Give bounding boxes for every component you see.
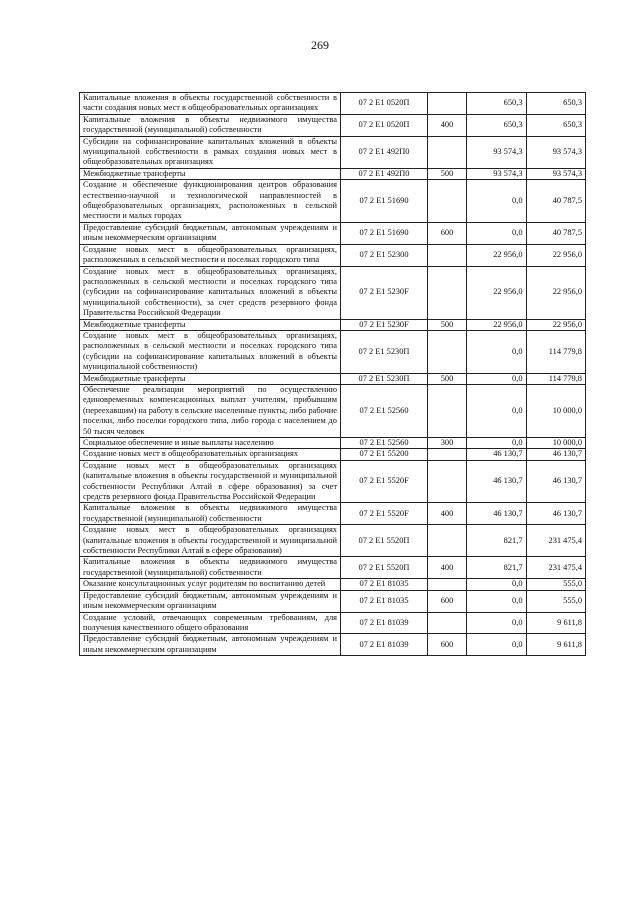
page-number: 269 (311, 38, 329, 52)
row-value-year2: 9 611,8 (526, 612, 586, 634)
table-row (80, 503, 586, 525)
row-name: Создание новых мест в общеобразовательных организациях, расположенных в сельской местности и поселках городского типа (80, 244, 341, 266)
row-code: 07 2 E1 81039 (341, 612, 428, 634)
row-value-year2: 46 130,7 (526, 449, 586, 460)
row-code: 07 2 E1 492П0 (341, 136, 428, 168)
row-value-year1: 93 574,3 (467, 136, 527, 168)
table-row (80, 319, 586, 330)
row-expense-type (428, 384, 467, 437)
row-name: Межбюджетные трансферты (80, 373, 341, 384)
row-code: 07 2 E1 5230F (341, 266, 428, 319)
row-code: 07 2 E1 5520П (341, 557, 428, 579)
row-name: Предоставление субсидий бюджетным, автономным учреждениям и иным некоммерческим организациям (80, 634, 341, 656)
row-code: 07 2 E1 0520П (341, 114, 428, 136)
row-expense-type: 300 (428, 438, 467, 449)
table-row (80, 634, 586, 656)
row-expense-type: 600 (428, 222, 467, 244)
row-code: 07 2 E1 52560 (341, 384, 428, 437)
table-row (80, 590, 586, 612)
row-value-year2: 650,3 (526, 93, 586, 115)
row-code: 07 2 E1 5230П (341, 373, 428, 384)
row-name: Создание новых мест в общеобразовательных организациях (80, 449, 341, 460)
row-name: Капитальные вложения в объекты государственной собственности в части создания новых мест в общеобразовательных организациях (80, 93, 341, 115)
table-row (80, 114, 586, 136)
table-row (80, 612, 586, 634)
row-expense-type: 600 (428, 590, 467, 612)
row-code: 07 2 E1 81035 (341, 590, 428, 612)
row-value-year2: 10 000,0 (526, 438, 586, 449)
row-name: Субсидии на софинансирование капитальных вложений в объекты муниципальной собственности в рамках создания новых мест в общеобразовательных организациях (80, 136, 341, 168)
row-code: 07 2 E1 81035 (341, 579, 428, 590)
budget-table-body (80, 93, 586, 656)
row-code: 07 2 E1 55200 (341, 449, 428, 460)
row-code: 07 2 E1 5230F (341, 319, 428, 330)
row-value-year2: 93 574,3 (526, 168, 586, 179)
row-value-year2: 22 956,0 (526, 244, 586, 266)
table-row (80, 525, 586, 557)
row-name: Социальное обеспечение и иные выплаты населению (80, 438, 341, 449)
table-row (80, 449, 586, 460)
row-name: Создание и обеспечение функционирования центров образования естественно-научной и технологической направленностей в общеобразовательных организациях, расположенных в сельской местности и малых городах (80, 180, 341, 223)
table-row (80, 384, 586, 437)
row-value-year2: 555,0 (526, 590, 586, 612)
row-name: Межбюджетные трансферты (80, 319, 341, 330)
row-expense-type (428, 136, 467, 168)
row-code: 07 2 E1 51690 (341, 180, 428, 223)
row-value-year2: 22 956,0 (526, 266, 586, 319)
row-value-year2: 114 779,8 (526, 373, 586, 384)
row-value-year2: 650,3 (526, 114, 586, 136)
row-name: Капитальные вложения в объекты недвижимого имущества государственной (муниципальной) собственности (80, 557, 341, 579)
row-value-year1: 46 130,7 (467, 460, 527, 503)
row-value-year2: 46 130,7 (526, 503, 586, 525)
row-name: Капитальные вложения в объекты недвижимого имущества государственной (муниципальной) собственности (80, 114, 341, 136)
row-code: 07 2 E1 81039 (341, 634, 428, 656)
row-expense-type (428, 525, 467, 557)
row-value-year1: 93 574,3 (467, 168, 527, 179)
table-row (80, 460, 586, 503)
row-expense-type: 400 (428, 503, 467, 525)
row-value-year1: 0,0 (467, 634, 527, 656)
row-name: Создание новых мест в общеобразовательных организациях (капитальные вложения в объекты государственной и муниципальной собственности Республики Алтай в сфере образования) за счет средств резервного фонда Правительства Российской Федерации (80, 460, 341, 503)
row-value-year1: 0,0 (467, 222, 527, 244)
row-expense-type: 400 (428, 557, 467, 579)
row-name: Создание новых мест в общеобразовательных организациях, расположенных в сельской местности и поселках городского типа (субсидии на софинансирование капитальных вложений в объекты муниципальной собственности) (80, 330, 341, 373)
row-code: 07 2 E1 492П0 (341, 168, 428, 179)
row-expense-type: 500 (428, 168, 467, 179)
row-value-year2: 555,0 (526, 579, 586, 590)
table-row (80, 438, 586, 449)
row-name: Создание новых мест в общеобразовательных организациях, расположенных в сельской местности и поселках городского типа (субсидии на софинансирование капитальных вложений в объекты муниципальной собственности), за счет средств резервного фонда Правительства Российской Федерации (80, 266, 341, 319)
row-expense-type (428, 93, 467, 115)
row-expense-type: 500 (428, 373, 467, 384)
row-value-year1: 650,3 (467, 114, 527, 136)
table-row (80, 244, 586, 266)
table-row (80, 266, 586, 319)
table-row (80, 136, 586, 168)
row-expense-type (428, 460, 467, 503)
budget-table (79, 92, 586, 656)
row-value-year1: 650,3 (467, 93, 527, 115)
row-expense-type (428, 244, 467, 266)
row-expense-type (428, 266, 467, 319)
row-expense-type (428, 579, 467, 590)
row-value-year1: 0,0 (467, 612, 527, 634)
row-name: Капитальные вложения в объекты недвижимого имущества государственной (муниципальной) собственности (80, 503, 341, 525)
row-expense-type (428, 449, 467, 460)
row-value-year1: 0,0 (467, 180, 527, 223)
table-row (80, 93, 586, 115)
row-value-year1: 821,7 (467, 525, 527, 557)
row-value-year2: 231 475,4 (526, 557, 586, 579)
row-value-year2: 9 611,8 (526, 634, 586, 656)
table-row (80, 579, 586, 590)
row-code: 07 2 E1 5230П (341, 330, 428, 373)
row-value-year1: 0,0 (467, 579, 527, 590)
row-value-year1: 0,0 (467, 590, 527, 612)
row-value-year2: 114 779,8 (526, 330, 586, 373)
row-value-year2: 40 787,5 (526, 222, 586, 244)
row-value-year1: 46 130,7 (467, 449, 527, 460)
table-row (80, 168, 586, 179)
row-code: 07 2 E1 5520F (341, 460, 428, 503)
row-name: Предоставление субсидий бюджетным, автономным учреждениям и иным некоммерческим организациям (80, 222, 341, 244)
row-expense-type (428, 180, 467, 223)
row-name: Оказание консультационных услуг родителям по воспитанию детей (80, 579, 341, 590)
row-code: 07 2 E1 51690 (341, 222, 428, 244)
row-value-year1: 0,0 (467, 384, 527, 437)
row-value-year1: 0,0 (467, 373, 527, 384)
row-value-year2: 231 475,4 (526, 525, 586, 557)
row-value-year2: 10 000,0 (526, 384, 586, 437)
row-value-year1: 46 130,7 (467, 503, 527, 525)
row-value-year1: 0,0 (467, 330, 527, 373)
row-name: Создание условий, отвечающих современным требованиям, для получения качественного общего образования (80, 612, 341, 634)
row-expense-type (428, 330, 467, 373)
row-name: Предоставление субсидий бюджетным, автономным учреждениям и иным некоммерческим организациям (80, 590, 341, 612)
table-row (80, 373, 586, 384)
row-value-year1: 0,0 (467, 438, 527, 449)
row-value-year1: 22 956,0 (467, 244, 527, 266)
table-row (80, 557, 586, 579)
row-name: Обеспечение реализации мероприятий по осуществлению единовременных компенсационных выплат учителям, прибывшим (переехавшим) на работу в сельские населенные пункты, либо рабочие поселки, либо поселки городского типа, либо города с населением до 50 тысяч человек (80, 384, 341, 437)
row-value-year2: 22 956,0 (526, 319, 586, 330)
row-expense-type (428, 612, 467, 634)
row-value-year2: 40 787,5 (526, 180, 586, 223)
table-row (80, 180, 586, 223)
row-name: Межбюджетные трансферты (80, 168, 341, 179)
row-name: Создание новых мест в общеобразовательных организациях (капитальные вложения в объекты государственной и муниципальной собственности Республики Алтай в сфере образования) (80, 525, 341, 557)
row-value-year2: 46 130,7 (526, 460, 586, 503)
row-expense-type: 500 (428, 319, 467, 330)
table-row (80, 222, 586, 244)
row-value-year1: 22 956,0 (467, 266, 527, 319)
row-code: 07 2 E1 52300 (341, 244, 428, 266)
row-value-year1: 22 956,0 (467, 319, 527, 330)
row-code: 07 2 E1 52560 (341, 438, 428, 449)
row-value-year1: 821,7 (467, 557, 527, 579)
row-expense-type: 400 (428, 114, 467, 136)
row-code: 07 2 E1 0520П (341, 93, 428, 115)
row-code: 07 2 E1 5520П (341, 525, 428, 557)
row-expense-type: 600 (428, 634, 467, 656)
table-row (80, 330, 586, 373)
row-code: 07 2 E1 5520F (341, 503, 428, 525)
row-value-year2: 93 574,3 (526, 136, 586, 168)
